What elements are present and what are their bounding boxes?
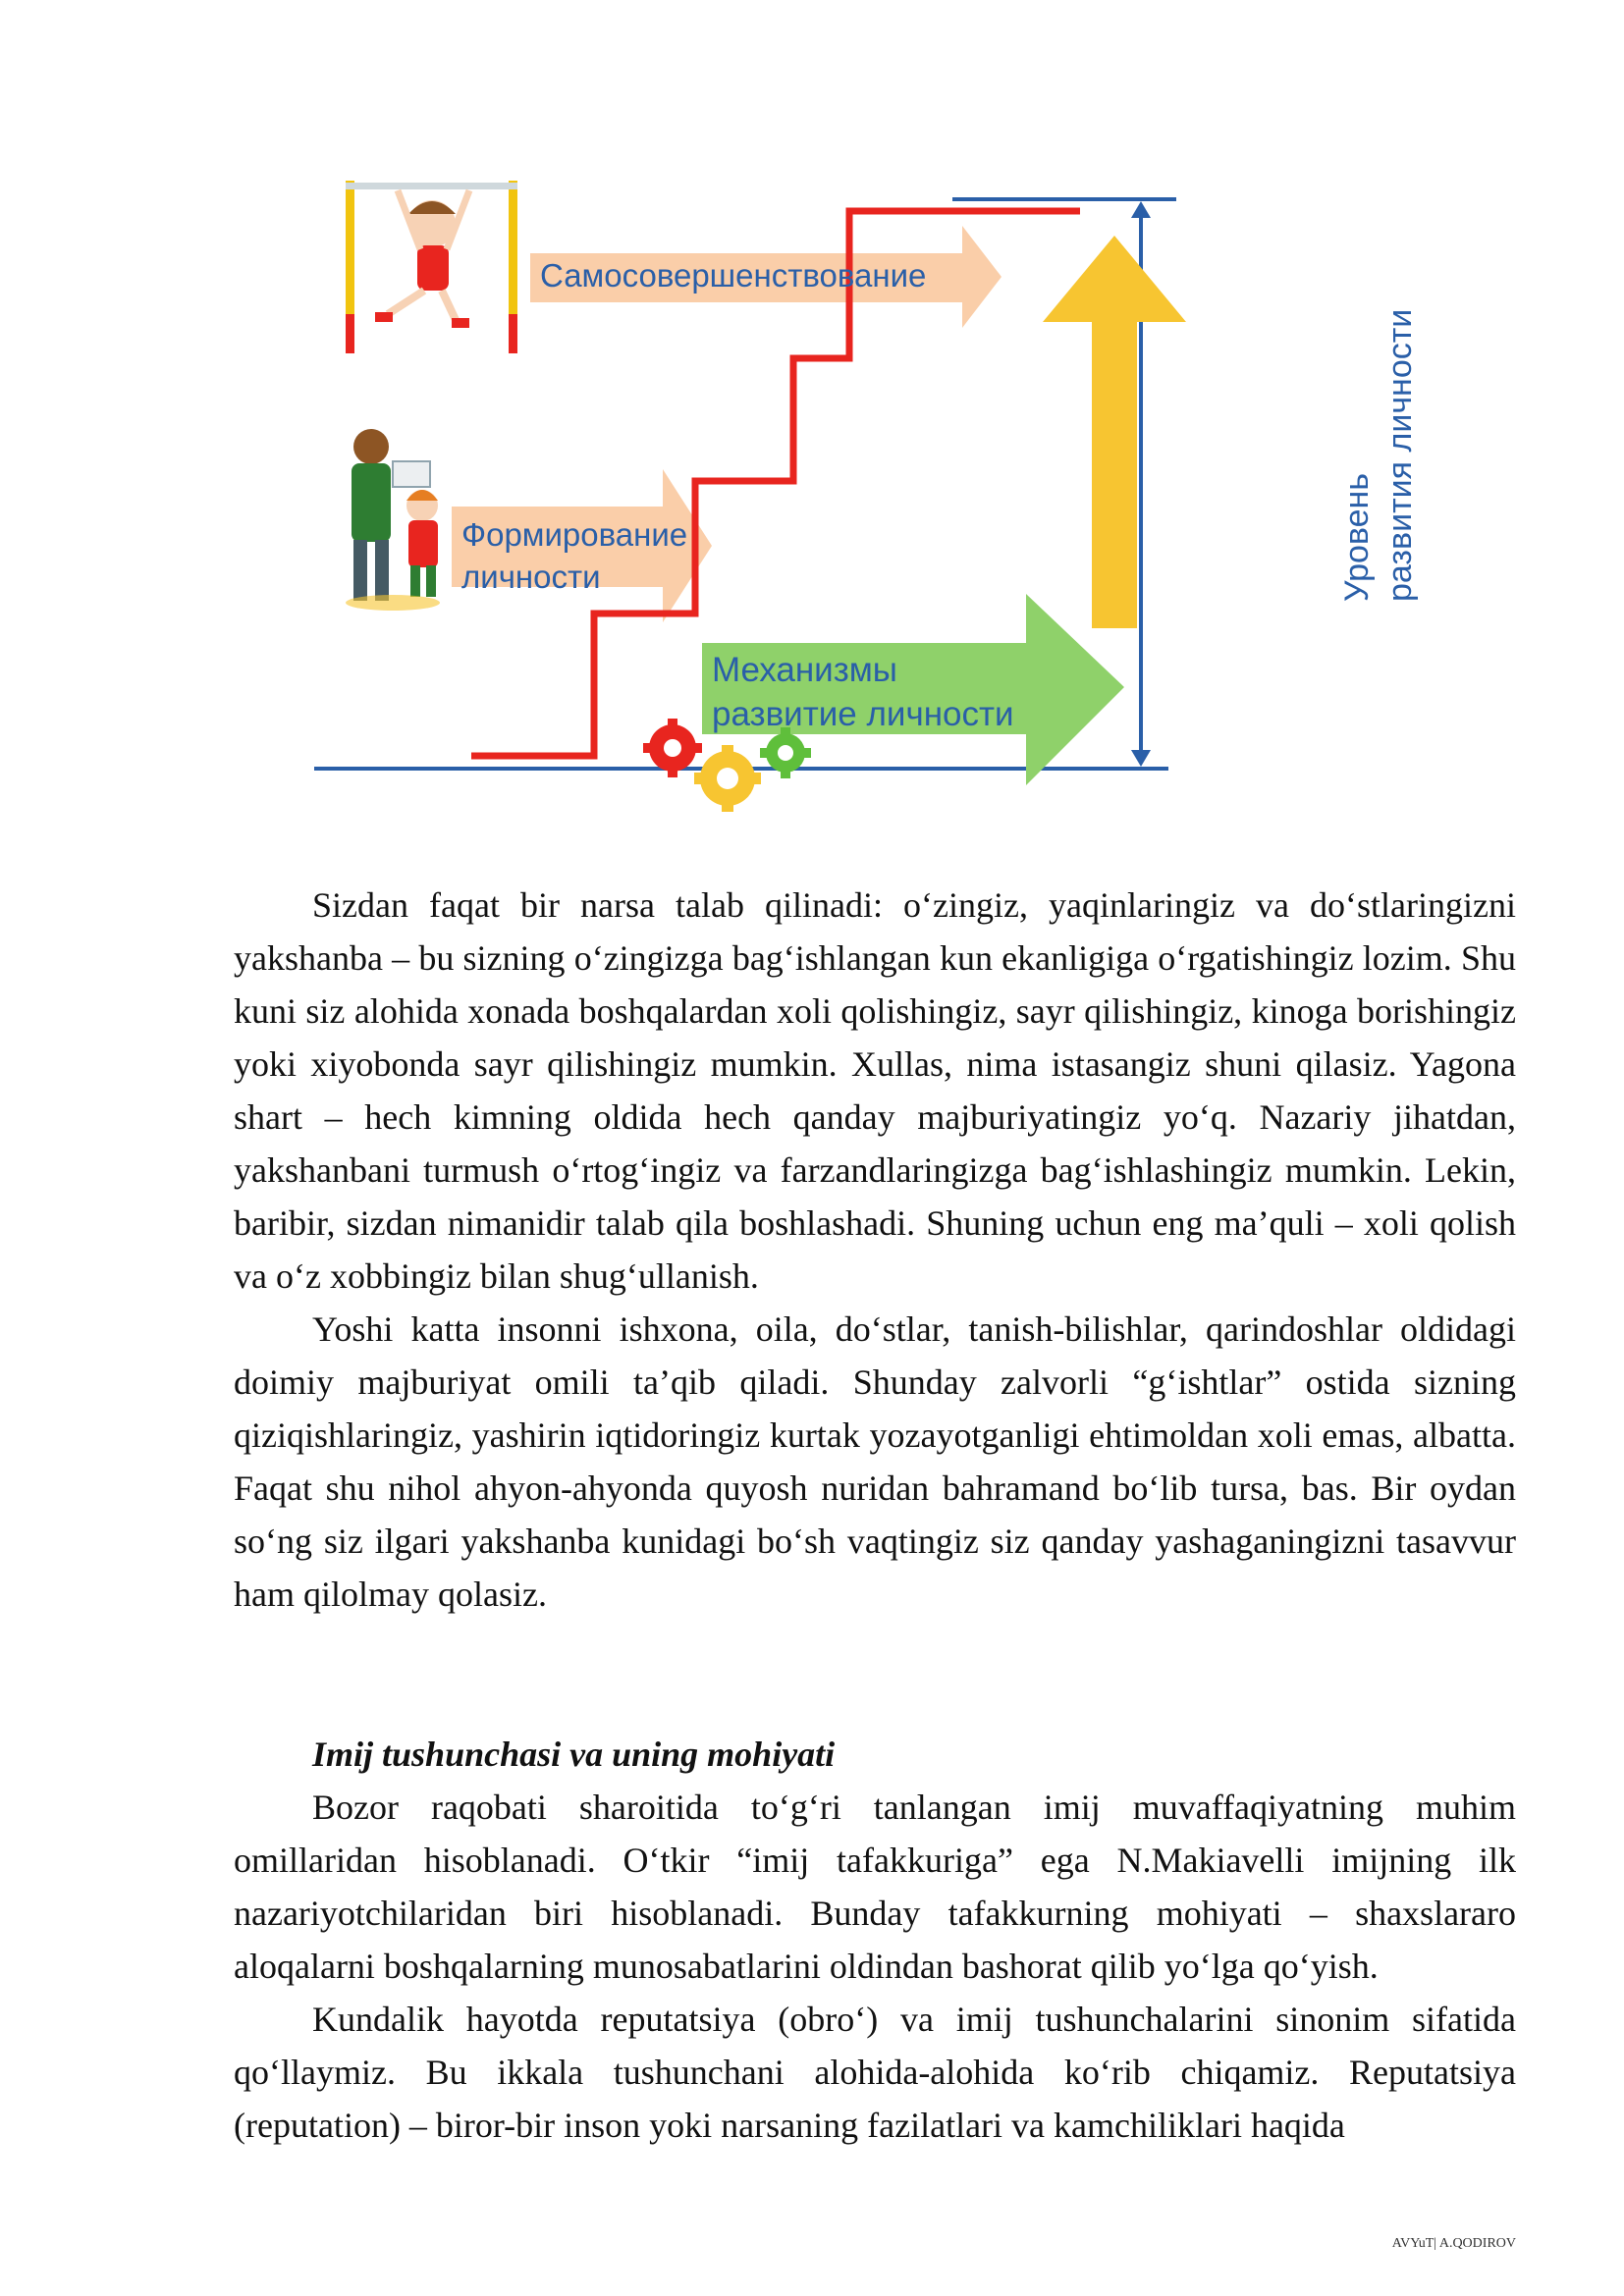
section-heading: Imij tushunchasi va uning mohiyati [312, 1735, 836, 1774]
paragraph: Kundalik hayotda reputatsiya (obro‘) va imij tushunchalarini sinonim sifatida qo‘llaymiz. Bu ikkala tushunchani alohida-alohida ko‘rib chiqamiz. Reputatsiya (reputation) – biror-bir inson yoki narsaning fazilatlari va kamchiliklari haqida [234, 2000, 1516, 2145]
measure-arrowhead-up [1131, 201, 1151, 218]
label-development-level [1335, 309, 1422, 602]
level-arrow [1043, 236, 1186, 628]
teacher-child-icon [346, 429, 440, 611]
label-line: Уровень [1338, 473, 1376, 602]
label-development-mechanisms [712, 648, 1014, 736]
paragraph: Sizdan faqat bir narsa talab qilinadi: o‘zingiz, yaqinlaringiz va do‘stlaringizni yakshanba – bu sizning o‘zingizga bag‘ishlangan kun ekanligiga o‘rgatishingiz lozim. Shu kuni siz alohida xonada boshqalardan xoli qolishingiz, sayr qilishingiz, kinoga borishingiz yoki xiyobonda sayr qilishingiz mumkin. Xullas, nima istasangiz shuni qilasiz. Yagona shart – hech kimning oldida hech qanday majburiyatingiz yo‘q. Nazariy jihatdan, yakshanbani turmush o‘rtog‘ingiz va farzandlaringizga bag‘ishlashingiz mumkin. Lekin, baribir, sizdan nimanidir talab qila boshlashadi. Shuning uchun eng ma’quli – xoli qolish va o‘z xobbingiz bilan shug‘ullanish. [234, 885, 1516, 1296]
body-text-bottom [234, 1781, 1516, 2152]
label-line: развития личности [1381, 308, 1419, 602]
label-self-improvement: Самосовершенствование [540, 257, 927, 294]
measure-arrowhead-down [1131, 750, 1151, 767]
label-line: личности [461, 559, 601, 595]
pull-up-child-icon [346, 181, 517, 353]
page-footer: AVYuT| A.QODIROV [1391, 2236, 1516, 2251]
personality-development-diagram [295, 167, 1419, 834]
label-line: Механизмы [712, 651, 897, 689]
body-text-top [234, 879, 1516, 1621]
paragraph: Yoshi katta insonni ishxona, oila, do‘stlar, tanish-bilishlar, qarindoshlar oldidagi doimiy majburiyat omili ta’qib qiladi. Shunday zalvorli “g‘ishtlar” ostida sizning qiziqishlaringiz, yashirin iqtidoringiz kurtak yozayotganligi ehtimoldan xoli emas, albatta. Faqat shu nihol ahyon-ahyonda quyosh nuridan bahramand bo‘lib tursa, bas. Bir oydan so‘ng siz ilgari yakshanba kunidagi bo‘sh vaqtingiz siz qanday yashaganingizni tasavvur ham qilolmay qolasiz. [234, 1309, 1516, 1614]
paragraph: Bozor raqobati sharoitida to‘g‘ri tanlangan imij muvaffaqiyatning muhim omillaridan hisoblanadi. O‘tkir “imij tafakkuriga” ega N.Makiavelli imijning ilk nazariyotchilaridan biri hisoblanadi. Bunday tafakkurning mohiyati – shaxslararo aloqalarni boshqalarning munosabatlarini oldindan bashorat qilib yo‘lga qo‘yish. [234, 1788, 1516, 1986]
label-line: Формирование [461, 516, 688, 553]
label-personality-formation [461, 513, 687, 598]
label-line: развитие личности [712, 695, 1014, 733]
